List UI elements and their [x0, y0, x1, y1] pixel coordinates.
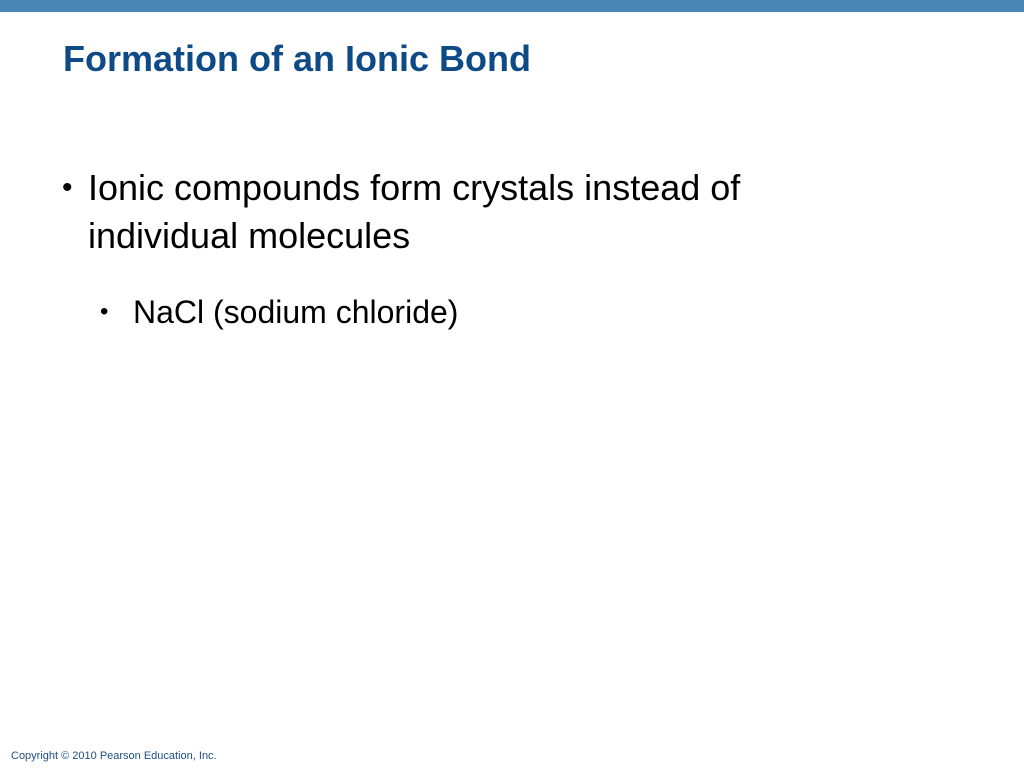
bullet-marker: • [62, 171, 73, 204]
copyright-footer: Copyright © 2010 Pearson Education, Inc. [11, 750, 217, 762]
bullet-item [62, 164, 922, 260]
sub-bullet-marker: • [100, 298, 109, 325]
bullet-text: Ionic compounds form crystals instead of individual molecules [88, 167, 741, 256]
slide-title: Formation of an Ionic Bond [63, 38, 531, 79]
sub-bullet-item [100, 290, 458, 334]
top-accent-bar [0, 0, 1024, 12]
sub-bullet-text: NaCl (sodium chloride) [133, 294, 459, 330]
